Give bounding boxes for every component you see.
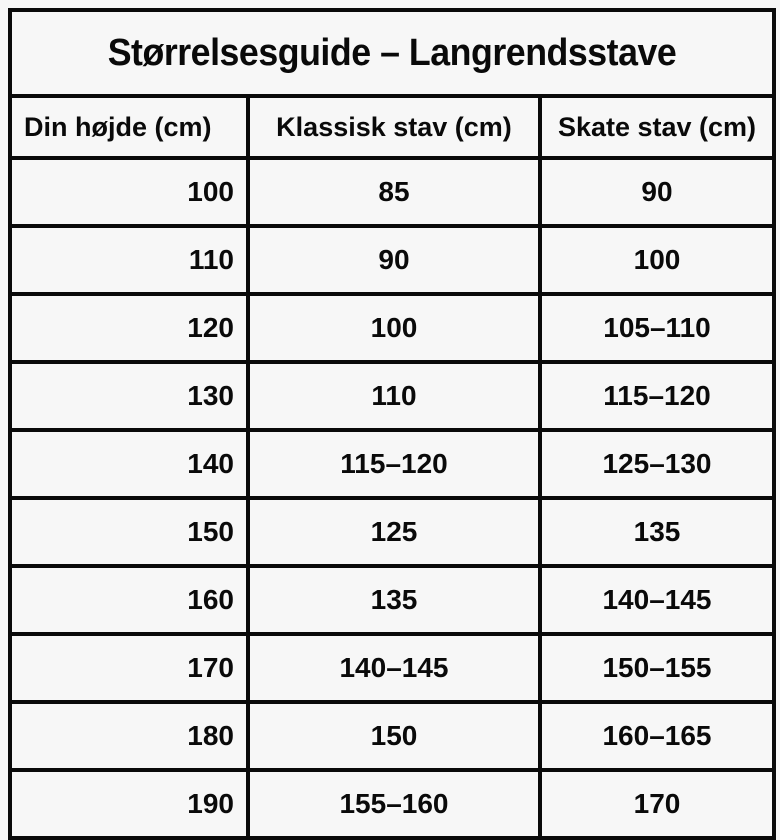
cell-height: 120 (10, 294, 248, 362)
cell-skate: 115–120 (540, 362, 774, 430)
cell-skate: 135 (540, 498, 774, 566)
table-row (10, 362, 774, 430)
table-row (10, 226, 774, 294)
cell-height: 170 (10, 634, 248, 702)
cell-height: 100 (10, 158, 248, 226)
table-body (10, 158, 774, 838)
cell-classic: 110 (248, 362, 540, 430)
cell-height: 130 (10, 362, 248, 430)
cell-classic: 150 (248, 702, 540, 770)
table-row (10, 566, 774, 634)
cell-height: 150 (10, 498, 248, 566)
cell-skate: 140–145 (540, 566, 774, 634)
cell-classic: 125 (248, 498, 540, 566)
table-row (10, 294, 774, 362)
cell-skate: 150–155 (540, 634, 774, 702)
column-header-classic: Klassisk stav (cm) (248, 96, 540, 158)
cell-skate: 100 (540, 226, 774, 294)
cell-classic: 155–160 (248, 770, 540, 838)
table-row (10, 430, 774, 498)
cell-skate: 90 (540, 158, 774, 226)
cell-classic: 140–145 (248, 634, 540, 702)
table-row (10, 634, 774, 702)
page-title (10, 10, 774, 96)
cell-height: 160 (10, 566, 248, 634)
cell-skate: 160–165 (540, 702, 774, 770)
cell-classic: 85 (248, 158, 540, 226)
column-header-height: Din højde (cm) (10, 96, 248, 158)
cell-classic: 90 (248, 226, 540, 294)
page-title-text: Størrelsesguide – Langrendsstave (107, 31, 677, 74)
size-guide-table (8, 8, 776, 840)
table-row (10, 498, 774, 566)
table-title-row (10, 10, 774, 96)
cell-height: 190 (10, 770, 248, 838)
cell-height: 140 (10, 430, 248, 498)
cell-height: 110 (10, 226, 248, 294)
cell-skate: 105–110 (540, 294, 774, 362)
cell-classic: 115–120 (248, 430, 540, 498)
cell-skate: 125–130 (540, 430, 774, 498)
cell-classic: 100 (248, 294, 540, 362)
table-row (10, 702, 774, 770)
cell-skate: 170 (540, 770, 774, 838)
table-header-row (10, 96, 774, 158)
cell-height: 180 (10, 702, 248, 770)
table-row (10, 770, 774, 838)
cell-classic: 135 (248, 566, 540, 634)
table-row (10, 158, 774, 226)
column-header-skate: Skate stav (cm) (540, 96, 774, 158)
